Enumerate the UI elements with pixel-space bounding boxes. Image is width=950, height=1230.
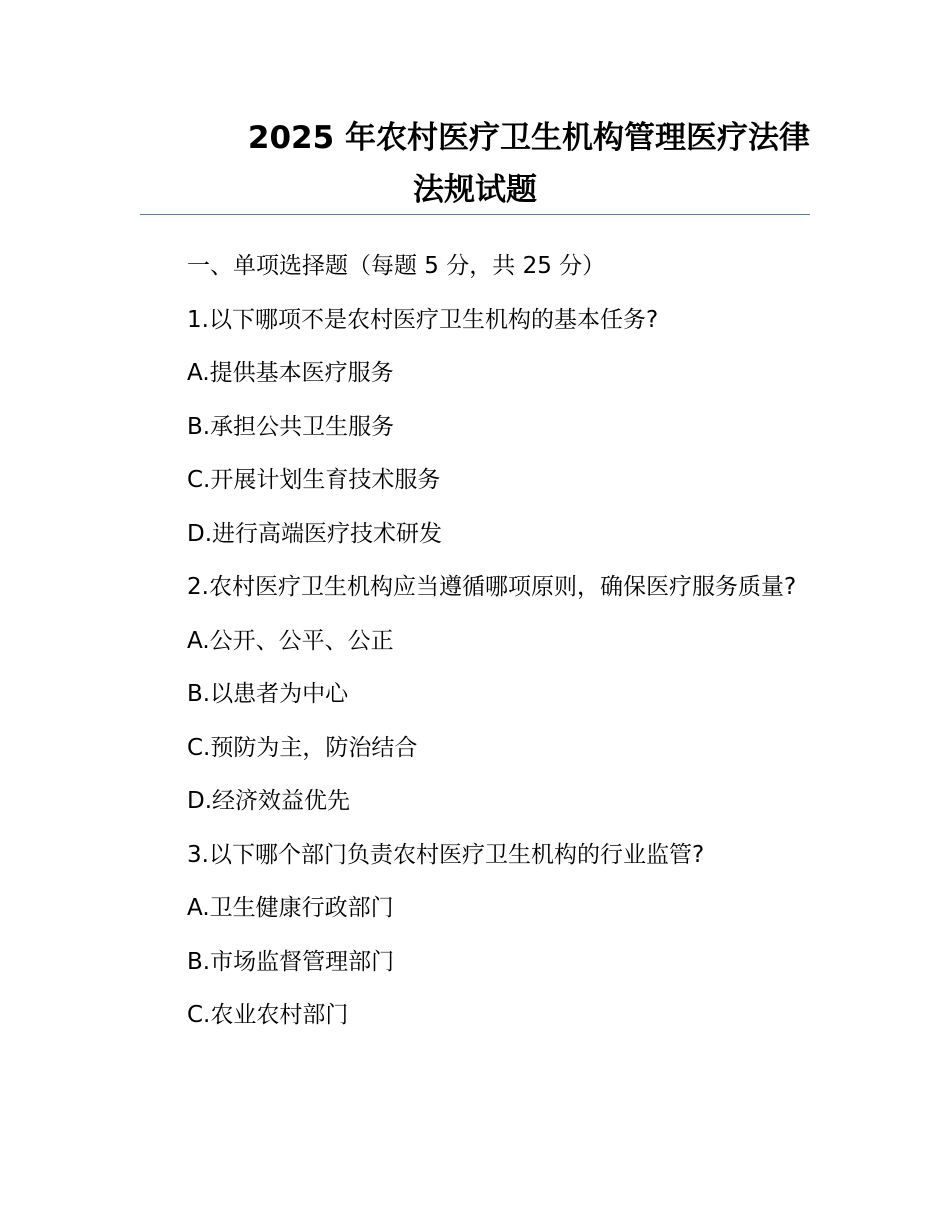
question-1: 1.以下哪项不是农村医疗卫生机构的基本任务? bbox=[187, 306, 659, 333]
question-1-option-c: C.开展计划生育技术服务 bbox=[187, 467, 441, 493]
document-body bbox=[140, 243, 810, 1046]
question-2: 2.农村医疗卫生机构应当遵循哪项原则，确保医疗服务质量? bbox=[187, 574, 797, 600]
document-title bbox=[140, 112, 810, 216]
question-2-option-a: A.公开、公平、公正 bbox=[187, 627, 394, 654]
question-3: 3.以下哪个部门负责农村医疗卫生机构的行业监管? bbox=[187, 841, 705, 868]
question-2-option-d: D.经济效益优先 bbox=[187, 788, 351, 814]
question-3-option-c: C.农业农村部门 bbox=[187, 1002, 349, 1028]
question-1-option-b: B.承担公共卫生服务 bbox=[187, 413, 395, 440]
title-divider bbox=[140, 214, 810, 215]
question-2-option-c: C.预防为主，防治结合 bbox=[187, 734, 418, 761]
section-heading: 一、单项选择题（每题 5 分，共 25 分） bbox=[187, 253, 606, 279]
question-3-option-b: B.市场监督管理部门 bbox=[187, 948, 395, 975]
title-line-2: 法规试题 bbox=[413, 172, 537, 208]
question-1-option-d: D.进行高端医疗技术研发 bbox=[187, 520, 443, 547]
question-2-option-b: B.以患者为中心 bbox=[187, 681, 349, 707]
question-1-option-a: A.提供基本医疗服务 bbox=[187, 360, 394, 386]
question-3-option-a: A.卫生健康行政部门 bbox=[187, 895, 394, 921]
title-line-1: 2025 年农村医疗卫生机构管理医疗法律 bbox=[247, 120, 810, 156]
